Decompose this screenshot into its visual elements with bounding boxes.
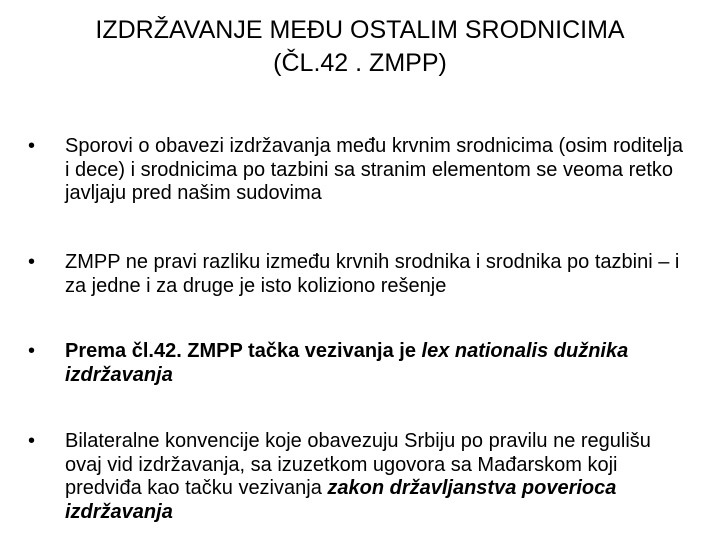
bullet-text-4-bold-italic: zakon državljanstva poverioca izdržavanja	[65, 477, 617, 523]
bullet-item-2	[28, 251, 692, 298]
bullet-icon: •	[28, 430, 36, 452]
bullet-text-1: Sporovi o obavezi izdržavanja među krvnim srodnicima (osim roditelja i dece) i srodnicima po tazbini sa stranim elementom se veoma retko javljaju pred našim sudovima	[65, 135, 684, 204]
bullet-text-4-regular: Bilateralne konvencije koje obavezuju Srbiju po pravilu ne regulišu ovaj vid izdržavanja, sa izuzetkom ugovora sa Mađarskom koji predviđa kao tačku vezivanja	[65, 430, 651, 499]
bullet-text-4	[65, 430, 692, 524]
bullet-item-3	[28, 340, 692, 387]
bullet-icon: •	[28, 340, 36, 362]
slide-title-line-1: IZDRŽAVANJE MEĐU OSTALIM SRODNICIMA	[95, 16, 625, 44]
slide-title-line-2: (ČL.42 . ZMPP)	[273, 49, 447, 77]
bullet-icon: •	[28, 251, 36, 273]
bullet-text-3-bold-italic: lex nationalis dužnika izdržavanja	[65, 340, 629, 386]
bullet-item-4	[28, 430, 692, 524]
slide-title	[40, 14, 680, 80]
bullet-text-3	[65, 340, 692, 387]
bullet-text-3-bold: Prema čl.42. ZMPP tačka vezivanja je	[65, 340, 422, 362]
bullet-icon: •	[28, 135, 36, 157]
bullet-item-1	[28, 135, 692, 206]
bullet-text-2: ZMPP ne pravi razliku između krvnih srodnika i srodnika po tazbini – i za jedne i za druge je isto koliziono rešenje	[65, 251, 680, 297]
